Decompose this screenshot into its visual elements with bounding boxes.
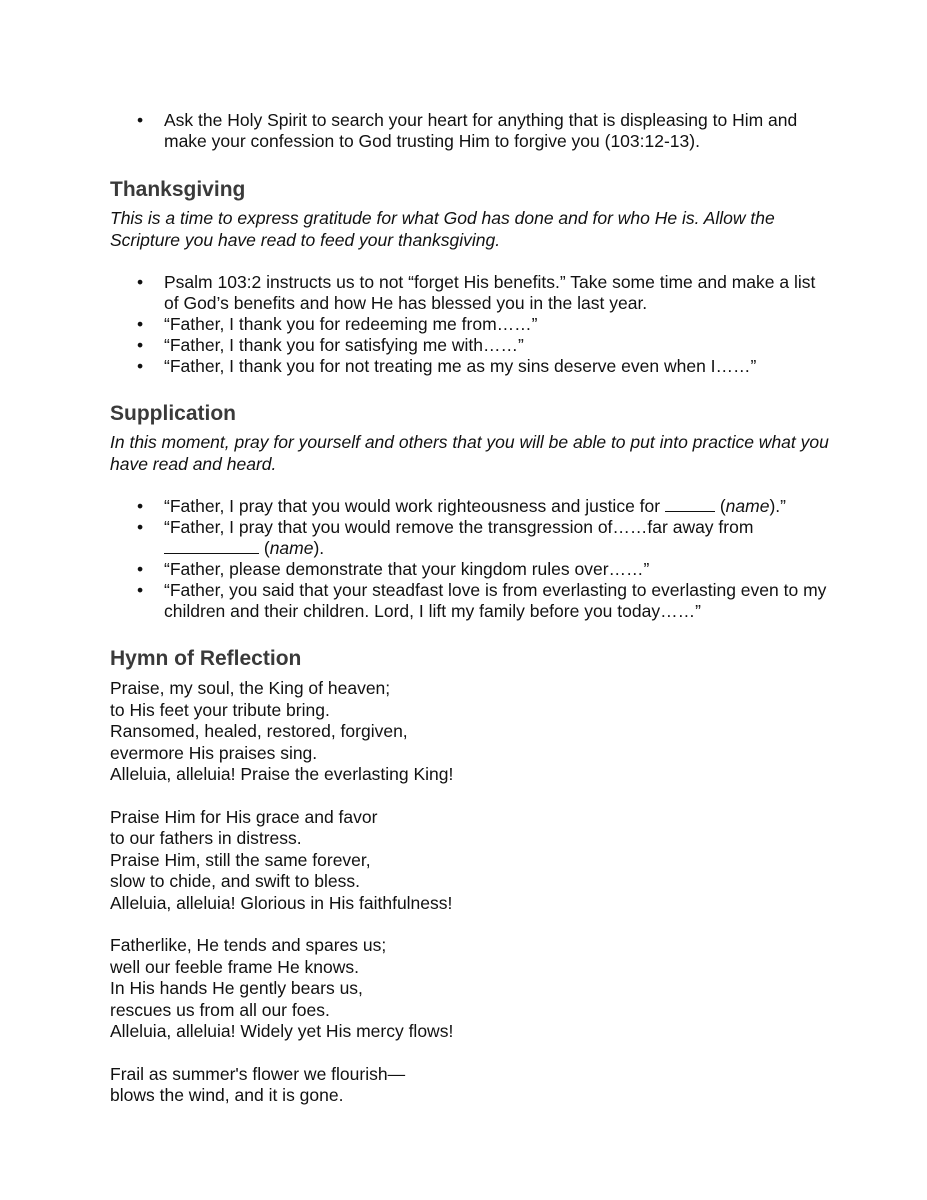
bullet-item: • Psalm 103:2 instructs us to not “forget His benefits.” Take some time and make a list of God’s benefits and how He has blessed you in the last year. xyxy=(110,272,830,314)
hymn-line: rescues us from all our foes. xyxy=(110,999,330,1020)
bullet-item: • “Father, I thank you for satisfying me with……” xyxy=(110,335,830,356)
hymn-line: Alleluia, alleluia! Widely yet His mercy flows! xyxy=(110,1021,454,1041)
bullet-item: • “Father, I thank you for not treating me as my sins deserve even when I……” xyxy=(110,356,830,377)
hymn-line: to our fathers in distress. xyxy=(110,828,302,848)
bullet-item: • “Father, please demonstrate that your kingdom rules over……” xyxy=(110,559,830,580)
bullet-item: • “Father, you said that your steadfast love is from everlasting to everlasting even to my children and their children. Lord, I lift my family before you today……” xyxy=(110,580,830,622)
section-heading-supplication: Supplication xyxy=(110,402,236,425)
document-content xyxy=(110,110,830,1107)
hymn-line: In His hands He gently bears us, xyxy=(110,978,363,998)
hymn-line: to His feet your tribute bring. xyxy=(110,699,330,720)
supplication-intro: In this moment, pray for yourself and others that you will be able to put into practice what you have read and heard. xyxy=(110,432,829,474)
bullet-text: ). xyxy=(313,538,325,558)
thanksgiving-intro: This is a time to express gratitude for what God has done and for who He is. Allow the Scripture you have read to feed your thanksgiving. xyxy=(110,208,775,250)
bullet-text: “Father, I pray that you would remove the transgression of……far away from xyxy=(164,517,754,537)
hymn-stanza xyxy=(110,678,830,786)
hymn-line: Praise Him, still the same forever, xyxy=(110,849,371,870)
bullet-item: • Ask the Holy Spirit to search your heart for anything that is displeasing to Him and make your confession to God trusting Him to forgive you (103:12-13). xyxy=(110,110,830,152)
hymn-line: Fatherlike, He tends and spares us; xyxy=(110,935,387,955)
bullet-text: ( xyxy=(714,496,726,516)
fill-in-blank xyxy=(665,496,715,512)
hymn-stanza xyxy=(110,807,830,915)
bullet-text: ).” xyxy=(769,496,786,516)
hymn-line: slow to chide, and swift to bless. xyxy=(110,871,360,891)
bullet-text: ( xyxy=(259,538,270,558)
hymn-line: blows the wind, and it is gone. xyxy=(110,1085,344,1105)
name-placeholder: name xyxy=(725,496,770,516)
hymn-line: Ransomed, healed, restored, forgiven, xyxy=(110,721,408,741)
hymn-line: Alleluia, alleluia! Praise the everlasting King! xyxy=(110,764,454,784)
bullet-item xyxy=(110,517,830,559)
hymn-stanza xyxy=(110,1064,830,1107)
name-placeholder: name xyxy=(269,538,314,558)
hymn-line: Praise, my soul, the King of heaven; xyxy=(110,678,391,698)
bullet-item xyxy=(110,496,830,517)
section-heading-hymn: Hymn of Reflection xyxy=(110,647,302,670)
section-heading-thanksgiving: Thanksgiving xyxy=(110,178,246,201)
hymn-line: Alleluia, alleluia! Glorious in His faithfulness! xyxy=(110,892,453,913)
hymn-line: Frail as summer's flower we flourish— xyxy=(110,1063,406,1084)
fill-in-blank xyxy=(164,538,259,554)
supplication-bullet-list xyxy=(110,496,830,622)
confession-bullet-list xyxy=(110,110,830,152)
hymn-line: well our feeble frame He knows. xyxy=(110,956,359,977)
hymn-line: evermore His praises sing. xyxy=(110,742,318,763)
bullet-item: • “Father, I thank you for redeeming me from……” xyxy=(110,314,830,335)
bullet-text: “Father, I pray that you would work righteousness and justice for xyxy=(164,496,665,516)
thanksgiving-bullet-list xyxy=(110,272,830,377)
hymn-stanza xyxy=(110,935,830,1043)
hymn-line: Praise Him for His grace and favor xyxy=(110,806,378,827)
